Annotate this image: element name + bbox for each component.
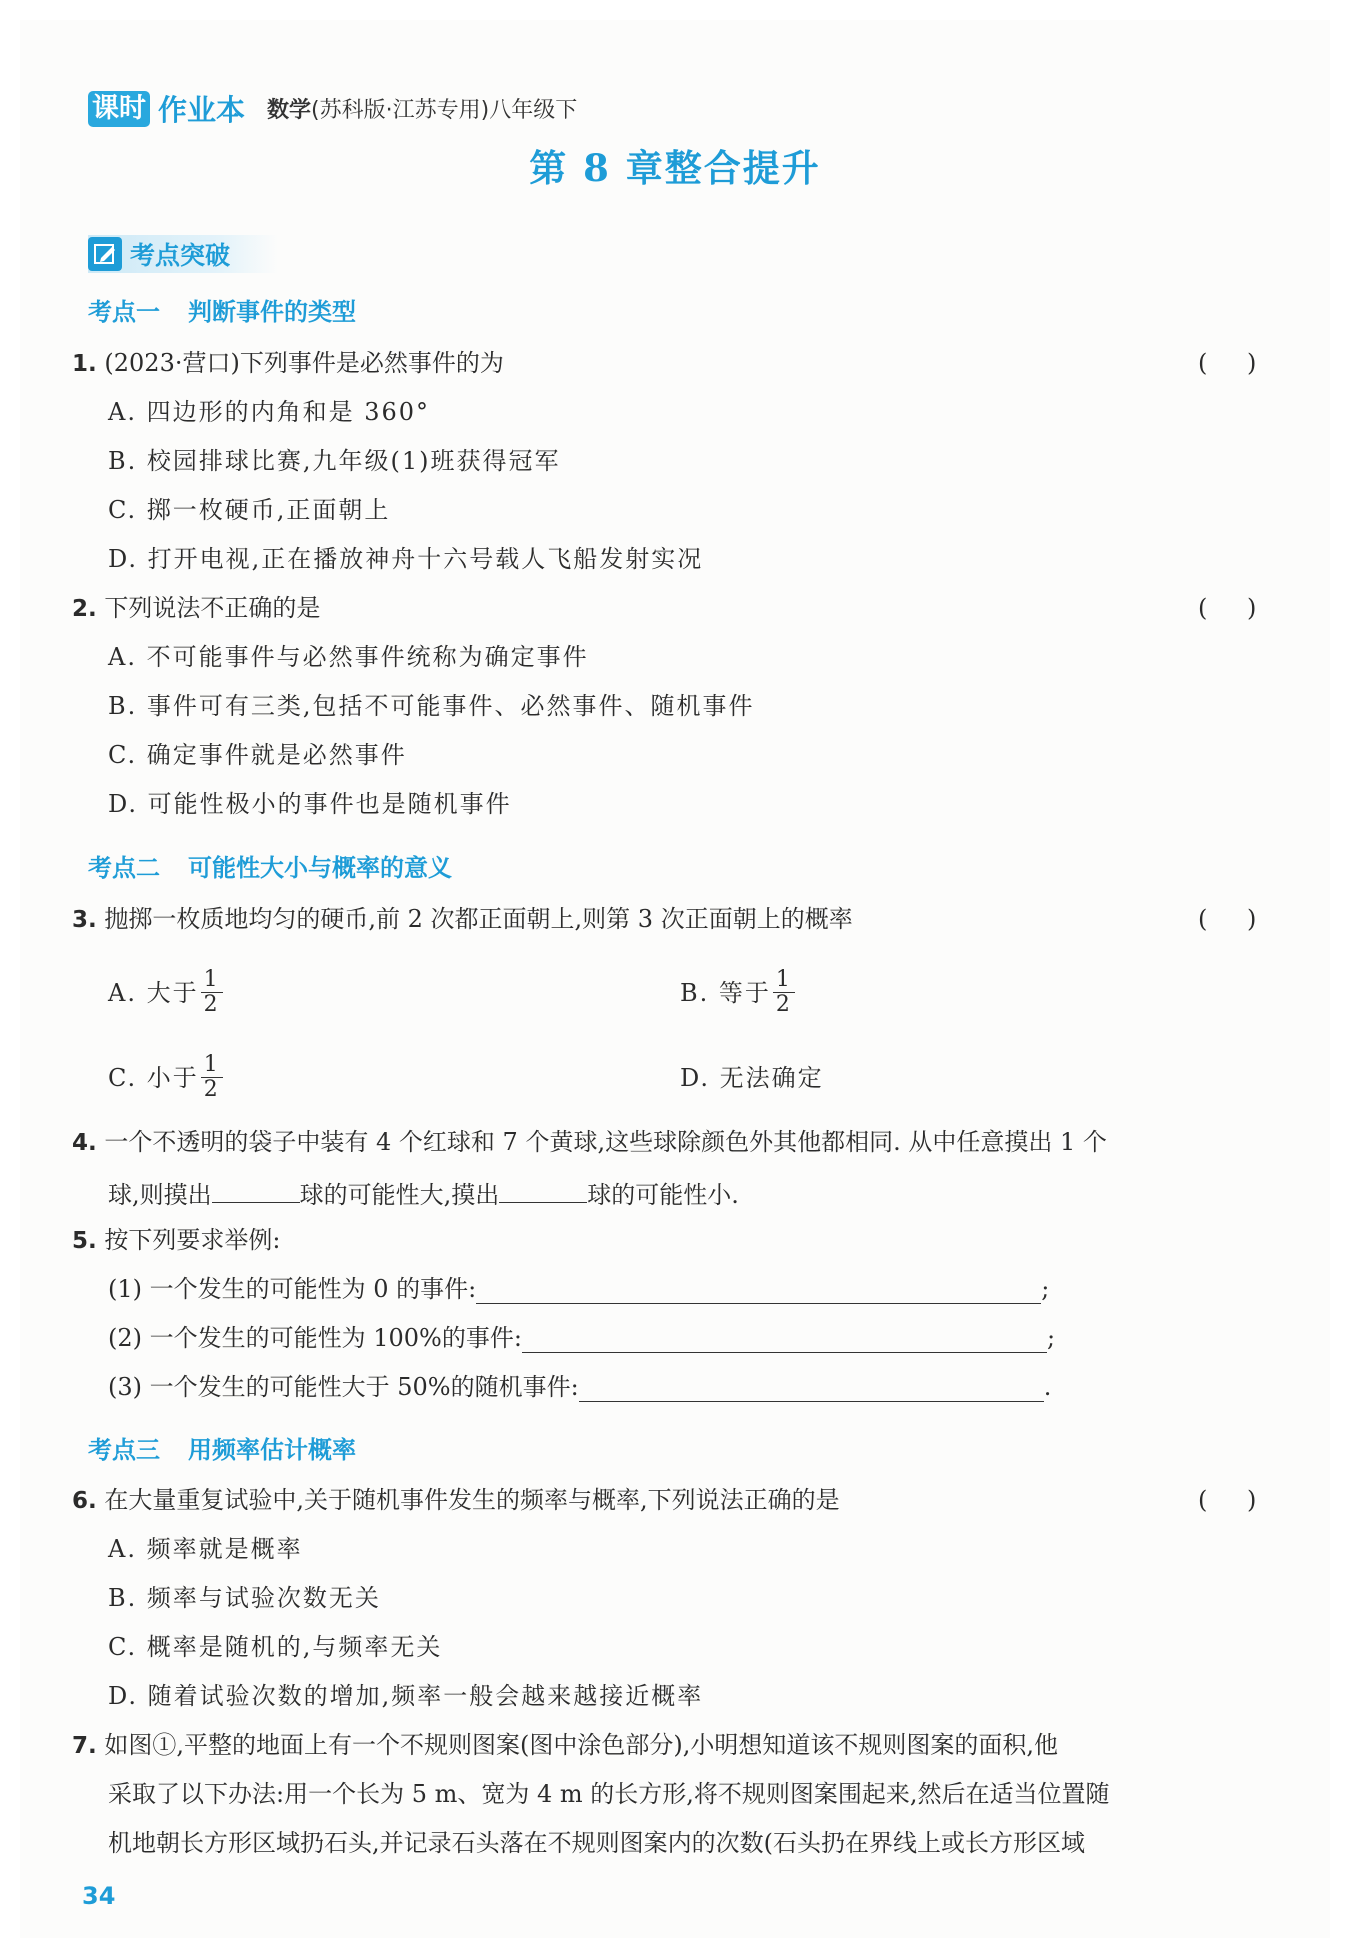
page-header	[88, 88, 577, 129]
question-number: 4.	[72, 1130, 97, 1156]
option-c: C. 确定事件就是必然事件	[108, 741, 407, 769]
question-4-line2	[108, 1176, 739, 1210]
fraction-one-half	[201, 1053, 223, 1102]
question-text: 在大量重复试验中,关于随机事件发生的频率与概率,下列说法正确的是	[104, 1486, 840, 1514]
text: (2) 一个发生的可能性为 100%的事件:	[108, 1324, 522, 1352]
brand-logo	[88, 88, 245, 129]
question-7-stem	[72, 1730, 1058, 1761]
question-7-line2: 采取了以下办法:用一个长为 5 m、宽为 4 m 的长方形,将不规则图案围起来,然后在适当位置随	[108, 1780, 1110, 1808]
banner-title: 考点突破	[130, 241, 231, 270]
option-c: C. 概率是随机的,与频率无关	[108, 1633, 443, 1661]
question-text: (2023·营口)下列事件是必然事件的为	[104, 349, 504, 377]
question-7-line3: 机地朝长方形区域扔石头,并记录石头落在不规则图案内的次数(石头扔在界线上或长方形区域	[108, 1829, 1085, 1857]
fraction-one-half	[201, 968, 223, 1017]
question-5-part-2	[108, 1323, 1055, 1353]
question-5-part-3	[108, 1372, 1051, 1402]
answer-parentheses: ( )	[1198, 594, 1257, 622]
fill-blank-1[interactable]	[212, 1176, 300, 1203]
question-number: 2.	[72, 596, 97, 622]
numerator: 1	[201, 968, 223, 993]
subject: 数学	[267, 98, 312, 123]
chapter-title: 第 8 章整合提升	[529, 146, 821, 190]
option-d: D. 随着试验次数的增加,频率一般会越来越接近概率	[108, 1682, 704, 1710]
text: (3) 一个发生的可能性大于 50%的随机事件:	[108, 1373, 579, 1401]
answer-blank-3[interactable]	[579, 1375, 1044, 1402]
option-b: B. 校园排球比赛,九年级(1)班获得冠军	[108, 447, 561, 475]
denominator: 2	[203, 1077, 220, 1102]
option-a: A. 四边形的内角和是 360°	[108, 398, 431, 426]
edition: (苏科版·江苏专用)八年级下	[311, 98, 578, 123]
numerator: 1	[773, 968, 795, 993]
text: ;	[1041, 1275, 1050, 1303]
option-text: C. 小于	[108, 1063, 199, 1092]
page-number: 34	[82, 1882, 116, 1910]
question-text: 一个不透明的袋子中装有 4 个红球和 7 个黄球,这些球除颜色外其他都相同. 从中任意摸出 1 个	[104, 1128, 1107, 1156]
pencil-icon	[88, 237, 122, 271]
fraction-one-half	[773, 968, 795, 1017]
option-a	[108, 968, 223, 1017]
option-c: C. 掷一枚硬币,正面朝上	[108, 496, 391, 524]
question-3-stem	[72, 904, 853, 935]
text: 球的可能性大,摸出	[299, 1181, 500, 1209]
denominator: 2	[775, 992, 792, 1017]
option-d: D. 可能性极小的事件也是随机事件	[108, 790, 512, 818]
book-info	[267, 93, 577, 124]
answer-parentheses: ( )	[1198, 905, 1257, 933]
option-a: A. 频率就是概率	[108, 1535, 303, 1563]
text: 球,则摸出	[108, 1181, 212, 1209]
question-text: 如图①,平整的地面上有一个不规则图案(图中涂色部分),小明想知道该不规则图案的面积,他	[104, 1731, 1059, 1759]
answer-parentheses: ( )	[1198, 1486, 1257, 1514]
question-5-stem	[72, 1225, 280, 1256]
answer-blank-1[interactable]	[476, 1277, 1041, 1304]
knowledge-point-3	[88, 1430, 356, 1465]
fill-blank-2[interactable]	[499, 1176, 587, 1203]
question-1-stem	[72, 348, 504, 379]
question-6-stem	[72, 1485, 840, 1516]
option-b: B. 事件可有三类,包括不可能事件、必然事件、随机事件	[108, 692, 755, 720]
question-number: 6.	[72, 1488, 97, 1514]
question-2-stem	[72, 593, 320, 624]
kp-number: 考点一	[88, 298, 160, 326]
question-text: 按下列要求举例:	[104, 1226, 281, 1254]
numerator: 1	[201, 1053, 223, 1078]
text: ;	[1046, 1324, 1056, 1352]
question-number: 1.	[72, 351, 97, 377]
question-4-stem	[72, 1127, 1107, 1158]
option-a: A. 不可能事件与必然事件统称为确定事件	[108, 643, 589, 671]
option-c	[108, 1053, 223, 1102]
brand-text: 作业本	[158, 93, 246, 127]
answer-blank-2[interactable]	[522, 1326, 1047, 1353]
textbook-page	[20, 20, 1330, 1938]
kp-title: 判断事件的类型	[188, 298, 356, 326]
question-number: 5.	[72, 1228, 97, 1254]
option-d: D. 打开电视,正在播放神舟十六号载人飞船发射实况	[108, 545, 704, 573]
text: (1) 一个发生的可能性为 0 的事件:	[108, 1275, 477, 1303]
question-text: 下列说法不正确的是	[104, 594, 321, 622]
kp-title: 可能性大小与概率的意义	[188, 854, 452, 882]
text: 球的可能性小.	[587, 1181, 739, 1209]
denominator: 2	[203, 992, 220, 1017]
knowledge-point-1	[88, 292, 356, 327]
question-number: 7.	[72, 1733, 97, 1759]
brand-box: 课时	[88, 91, 150, 127]
kp-number: 考点二	[88, 854, 160, 882]
option-text: A. 大于	[108, 978, 199, 1007]
section-banner	[88, 235, 278, 273]
question-5-part-1	[108, 1274, 1049, 1304]
option-b	[680, 968, 795, 1017]
answer-parentheses: ( )	[1198, 349, 1257, 377]
knowledge-point-2	[88, 848, 452, 883]
kp-number: 考点三	[88, 1436, 160, 1464]
text: .	[1043, 1373, 1052, 1401]
option-b: B. 频率与试验次数无关	[108, 1584, 381, 1612]
option-text: B. 等于	[680, 978, 771, 1007]
kp-title: 用频率估计概率	[188, 1436, 356, 1464]
option-d: D. 无法确定	[680, 1064, 824, 1092]
question-number: 3.	[72, 907, 97, 933]
question-text: 抛掷一枚质地均匀的硬币,前 2 次都正面朝上,则第 3 次正面朝上的概率	[104, 905, 853, 933]
